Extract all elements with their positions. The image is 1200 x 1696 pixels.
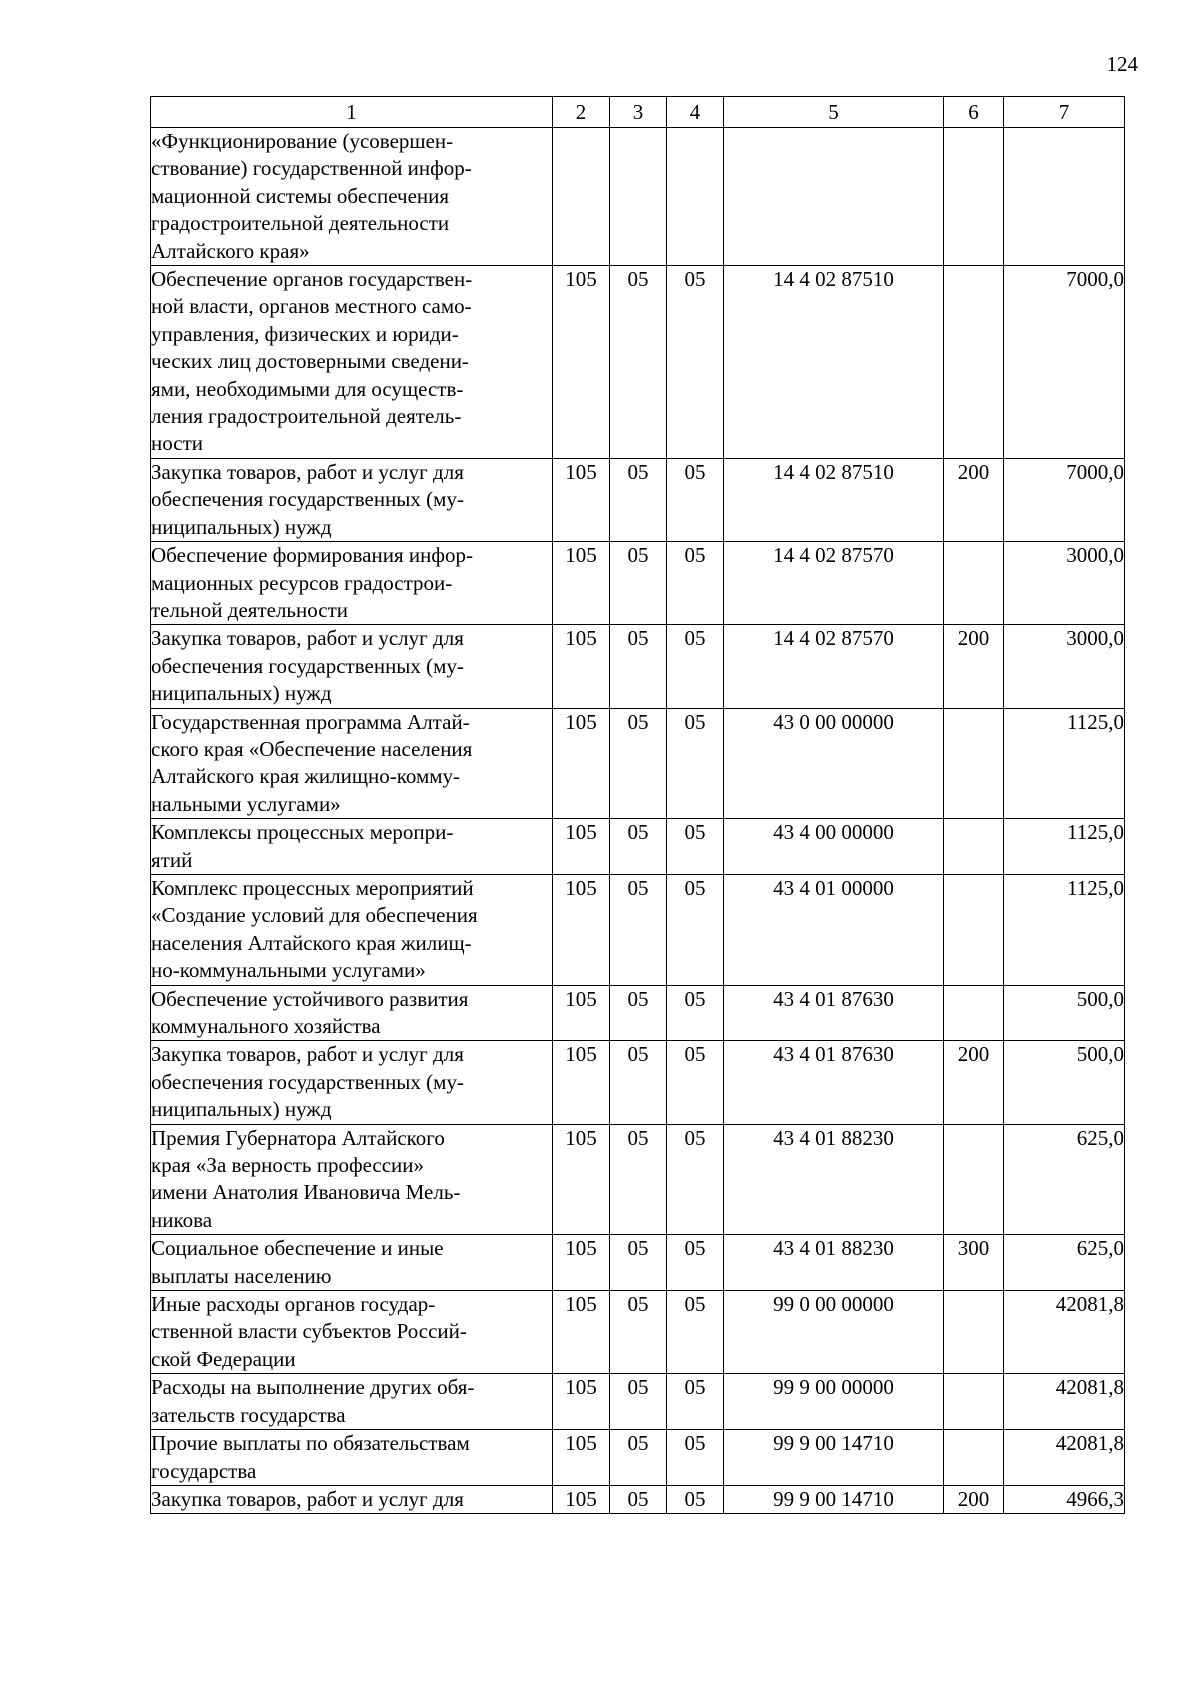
sum-cell: 1125,0 (1004, 819, 1125, 875)
ved-cell: 105 (553, 1124, 610, 1235)
table-row (151, 128, 1125, 266)
vr-cell (944, 874, 1004, 985)
row-name-line: тельной деятельности (151, 597, 348, 622)
row-name-line: государства (151, 1458, 257, 1483)
row-name-cell (151, 1041, 553, 1124)
sum-cell: 1125,0 (1004, 874, 1125, 985)
vr-cell (944, 1291, 1004, 1374)
row-name-line: ятий (151, 847, 193, 872)
sum-cell: 625,0 (1004, 1235, 1125, 1291)
row-name-line: но-коммунальными услугами» (151, 958, 426, 983)
row-name-line: ниципальных) нужд (151, 514, 332, 539)
table-row (151, 1485, 1125, 1513)
row-name-line: мационных ресурсов градострои- (151, 570, 453, 595)
table-row (151, 1235, 1125, 1291)
pr-cell: 05 (667, 266, 724, 459)
ved-cell: 105 (553, 819, 610, 875)
vr-cell (944, 1124, 1004, 1235)
ved-cell: 105 (553, 1485, 610, 1513)
ved-cell: 105 (553, 985, 610, 1041)
vr-cell: 200 (944, 1485, 1004, 1513)
row-name-line: Расходы на выполнение других обя- (151, 1375, 475, 1400)
row-name-cell (151, 708, 553, 819)
ved-cell: 105 (553, 458, 610, 541)
page-number: 124 (1106, 52, 1138, 76)
row-name-cell (151, 1430, 553, 1486)
row-name-line: края «За верность профессии» (151, 1153, 425, 1178)
csr-cell: 14 4 02 87510 (724, 266, 944, 459)
vr-cell: 200 (944, 1041, 1004, 1124)
csr-cell: 99 9 00 14710 (724, 1485, 944, 1513)
sum-cell: 500,0 (1004, 1041, 1125, 1124)
row-name-line: ственной власти субъектов Россий- (151, 1319, 467, 1344)
rz-cell: 05 (610, 1430, 667, 1486)
csr-cell: 99 9 00 14710 (724, 1430, 944, 1486)
pr-cell: 05 (667, 1041, 724, 1124)
row-name-line: Прочие выплаты по обязательствам (151, 1431, 470, 1456)
vr-cell (944, 128, 1004, 266)
row-name-line: ями, необходимыми для осуществ- (151, 376, 464, 401)
row-name-line: ского края «Обеспечение населения (151, 736, 473, 761)
pr-cell: 05 (667, 1235, 724, 1291)
row-name-line: Обеспечение органов государствен- (151, 267, 473, 292)
row-name-line: выплаты населению (151, 1263, 332, 1288)
ved-cell: 105 (553, 708, 610, 819)
row-name-line: Обеспечение формирования инфор- (151, 543, 473, 568)
rz-cell: 05 (610, 266, 667, 459)
vr-cell: 300 (944, 1235, 1004, 1291)
row-name-line: Закупка товаров, работ и услуг для (151, 626, 464, 651)
ved-cell: 105 (553, 874, 610, 985)
row-name-line: Закупка товаров, работ и услуг для (151, 1042, 464, 1067)
row-name-line: ческих лиц достоверными сведени- (151, 349, 469, 374)
sum-cell: 7000,0 (1004, 458, 1125, 541)
vr-cell (944, 1374, 1004, 1430)
table-row (151, 1430, 1125, 1486)
table-row (151, 1291, 1125, 1374)
row-name-cell (151, 458, 553, 541)
row-name-line: ниципальных) нужд (151, 1097, 332, 1122)
sum-cell: 7000,0 (1004, 266, 1125, 459)
row-name-line: Алтайского края» (151, 238, 310, 263)
row-name-cell (151, 874, 553, 985)
row-name-line: ной власти, органов местного само- (151, 294, 472, 319)
rz-cell: 05 (610, 458, 667, 541)
table-row (151, 819, 1125, 875)
rz-cell: 05 (610, 1485, 667, 1513)
row-name-line: ской Федерации (151, 1346, 296, 1371)
ved-cell: 105 (553, 1041, 610, 1124)
pr-cell: 05 (667, 1124, 724, 1235)
row-name-cell (151, 625, 553, 708)
pr-cell: 05 (667, 625, 724, 708)
column-header: 6 (944, 97, 1004, 128)
pr-cell: 05 (667, 1430, 724, 1486)
row-name-cell (151, 1124, 553, 1235)
pr-cell: 05 (667, 458, 724, 541)
vr-cell (944, 708, 1004, 819)
row-name-line: нальными услугами» (151, 791, 341, 816)
sum-cell: 1125,0 (1004, 708, 1125, 819)
column-header: 5 (724, 97, 944, 128)
table-row (151, 1041, 1125, 1124)
row-name-line: обеспечения государственных (му- (151, 487, 464, 512)
rz-cell: 05 (610, 819, 667, 875)
rz-cell: 05 (610, 1291, 667, 1374)
budget-table (150, 96, 1125, 1514)
column-header: 1 (151, 97, 553, 128)
csr-cell: 43 4 01 00000 (724, 874, 944, 985)
row-name-line: Комплекс процессных мероприятий (151, 875, 474, 900)
ved-cell (553, 128, 610, 266)
ved-cell: 105 (553, 1235, 610, 1291)
csr-cell: 99 9 00 00000 (724, 1374, 944, 1430)
row-name-line: обеспечения государственных (му- (151, 1069, 464, 1094)
csr-cell: 43 4 00 00000 (724, 819, 944, 875)
row-name-cell (151, 1235, 553, 1291)
row-name-line: ствование) государственной инфор- (151, 156, 472, 181)
row-name-line: управления, физических и юриди- (151, 321, 459, 346)
table-row (151, 1374, 1125, 1430)
vr-cell (944, 266, 1004, 459)
csr-cell: 14 4 02 87570 (724, 542, 944, 625)
row-name-cell (151, 542, 553, 625)
pr-cell: 05 (667, 819, 724, 875)
csr-cell: 14 4 02 87570 (724, 625, 944, 708)
sum-cell: 500,0 (1004, 985, 1125, 1041)
column-header: 4 (667, 97, 724, 128)
ved-cell: 105 (553, 542, 610, 625)
row-name-line: ности (151, 431, 203, 456)
sum-cell: 42081,8 (1004, 1430, 1125, 1486)
row-name-line: никова (151, 1207, 213, 1232)
row-name-line: Премия Губернатора Алтайского (151, 1125, 445, 1150)
ved-cell: 105 (553, 1430, 610, 1486)
ved-cell: 105 (553, 266, 610, 459)
vr-cell (944, 542, 1004, 625)
rz-cell (610, 128, 667, 266)
row-name-line: мационной системы обеспечения (151, 183, 450, 208)
rz-cell: 05 (610, 985, 667, 1041)
vr-cell: 200 (944, 625, 1004, 708)
row-name-line: Государственная программа Алтай- (151, 709, 470, 734)
row-name-line: имени Анатолия Ивановича Мель- (151, 1180, 461, 1205)
pr-cell (667, 128, 724, 266)
vr-cell (944, 1430, 1004, 1486)
row-name-line: Закупка товаров, работ и услуг для (151, 1486, 464, 1511)
row-name-line: ления градостроительной деятель- (151, 404, 462, 429)
row-name-line: Алтайского края жилищно-комму- (151, 764, 461, 789)
sum-cell: 3000,0 (1004, 625, 1125, 708)
csr-cell: 14 4 02 87510 (724, 458, 944, 541)
row-name-line: Социальное обеспечение и иные (151, 1236, 444, 1261)
pr-cell: 05 (667, 1374, 724, 1430)
table-row (151, 458, 1125, 541)
row-name-cell (151, 819, 553, 875)
sum-cell (1004, 128, 1125, 266)
row-name-line: Комплексы процессных меропри- (151, 820, 454, 845)
table-row (151, 874, 1125, 985)
column-header: 2 (553, 97, 610, 128)
csr-cell: 43 0 00 00000 (724, 708, 944, 819)
ved-cell: 105 (553, 625, 610, 708)
row-name-line: ниципальных) нужд (151, 681, 332, 706)
csr-cell: 43 4 01 88230 (724, 1124, 944, 1235)
row-name-cell (151, 1291, 553, 1374)
pr-cell: 05 (667, 542, 724, 625)
ved-cell: 105 (553, 1374, 610, 1430)
csr-cell: 99 0 00 00000 (724, 1291, 944, 1374)
rz-cell: 05 (610, 708, 667, 819)
row-name-cell (151, 1485, 553, 1513)
row-name-line: «Функционирование (усовершен- (151, 129, 454, 153)
sum-cell: 3000,0 (1004, 542, 1125, 625)
rz-cell: 05 (610, 625, 667, 708)
rz-cell: 05 (610, 1124, 667, 1235)
rz-cell: 05 (610, 1041, 667, 1124)
pr-cell: 05 (667, 1485, 724, 1513)
row-name-line: коммунального хозяйства (151, 1014, 381, 1038)
row-name-line: обеспечения государственных (му- (151, 653, 464, 678)
pr-cell: 05 (667, 874, 724, 985)
row-name-cell (151, 1374, 553, 1430)
pr-cell: 05 (667, 1291, 724, 1374)
rz-cell: 05 (610, 1235, 667, 1291)
rz-cell: 05 (610, 874, 667, 985)
column-header: 3 (610, 97, 667, 128)
row-name-line: Иные расходы органов государ- (151, 1292, 436, 1317)
row-name-cell (151, 266, 553, 459)
csr-cell: 43 4 01 88230 (724, 1235, 944, 1291)
csr-cell: 43 4 01 87630 (724, 1041, 944, 1124)
table-row (151, 625, 1125, 708)
pr-cell: 05 (667, 708, 724, 819)
sum-cell: 42081,8 (1004, 1374, 1125, 1430)
csr-cell (724, 128, 944, 266)
table-row (151, 708, 1125, 819)
row-name-line: зательств государства (151, 1402, 346, 1427)
column-header: 7 (1004, 97, 1125, 128)
vr-cell (944, 985, 1004, 1041)
rz-cell: 05 (610, 542, 667, 625)
table-row (151, 1124, 1125, 1235)
row-name-line: Обеспечение устойчивого развития (151, 986, 469, 1011)
row-name-line: градостроительной деятельности (151, 211, 450, 236)
table-row (151, 542, 1125, 625)
row-name-line: «Создание условий для обеспечения (151, 903, 478, 928)
sum-cell: 625,0 (1004, 1124, 1125, 1235)
ved-cell: 105 (553, 1291, 610, 1374)
row-name-line: населения Алтайского края жилищ- (151, 930, 472, 955)
csr-cell: 43 4 01 87630 (724, 985, 944, 1041)
rz-cell: 05 (610, 1374, 667, 1430)
row-name-line: Закупка товаров, работ и услуг для (151, 459, 464, 484)
vr-cell: 200 (944, 458, 1004, 541)
vr-cell (944, 819, 1004, 875)
sum-cell: 42081,8 (1004, 1291, 1125, 1374)
sum-cell: 4966,3 (1004, 1485, 1125, 1513)
pr-cell: 05 (667, 985, 724, 1041)
table-body (151, 128, 1125, 1514)
table-header-row (151, 97, 1125, 128)
table-row (151, 266, 1125, 459)
row-name-cell (151, 985, 553, 1041)
table-row (151, 985, 1125, 1041)
row-name-cell (151, 128, 553, 266)
